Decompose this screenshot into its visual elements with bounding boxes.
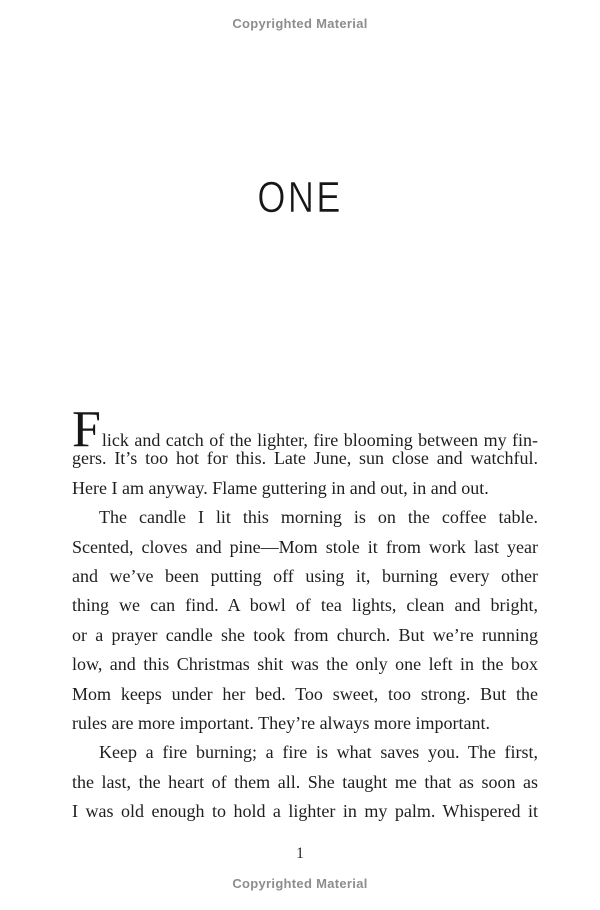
drop-cap: F [72,401,102,458]
text-line [72,474,538,503]
text-line [72,768,538,797]
page-number-text: 1 [296,845,304,862]
chapter-heading-text: ONE [257,173,343,222]
copyright-watermark-bottom-text: Copyrighted Material [232,876,368,891]
chapter-heading [0,173,600,222]
text-line-content: and we’ve been putting off using it, burning every other [72,565,538,586]
text-line [72,680,538,709]
text-line-content: Mom keeps under her bed. Too sweet, too strong. But the [72,683,538,704]
text-line [72,444,538,473]
text-line-content: low, and this Christmas shit was the only one left in the box [72,654,538,675]
text-line [72,533,538,562]
text-line-content: rules are more important. They’re always more important. [72,712,491,733]
copyright-watermark-top-text: Copyrighted Material [232,16,368,31]
text-line [72,738,538,767]
text-line [72,503,538,532]
text-line-content: lick and catch of the lighter, fire blooming between my fin- [101,430,538,450]
text-line-content: or a prayer candle she took from church. But we’re running [72,624,538,645]
text-line-content: Scented, cloves and pine—Mom stole it from work last year [72,536,538,557]
page-number [0,845,600,863]
text-line [72,401,538,458]
text-line-content: thing we can find. A bowl of tea lights, clean and bright, [72,595,538,616]
text-line [72,562,538,591]
body-text [72,401,538,826]
text-line-content: the last, the heart of them all. She taught me that as soon as [72,771,538,792]
text-line-content: The candle I lit this morning is on the coffee table. [99,507,538,528]
copyright-watermark-top [0,16,600,31]
copyright-watermark-bottom [0,876,600,891]
text-line [72,797,538,826]
text-line [72,709,538,738]
text-line [72,621,538,650]
text-line [72,591,538,620]
text-line-content: Here I am anyway. Flame guttering in and out, in and out. [72,477,489,498]
text-line-content: Keep a fire burning; a fire is what saves you. The first, [99,742,538,763]
text-line-content: I was old enough to hold a lighter in my palm. Whispered it [72,801,538,822]
text-line-content: gers. It’s too hot for this. Late June, sun close and watchful. [72,448,538,469]
text-line [72,650,538,679]
